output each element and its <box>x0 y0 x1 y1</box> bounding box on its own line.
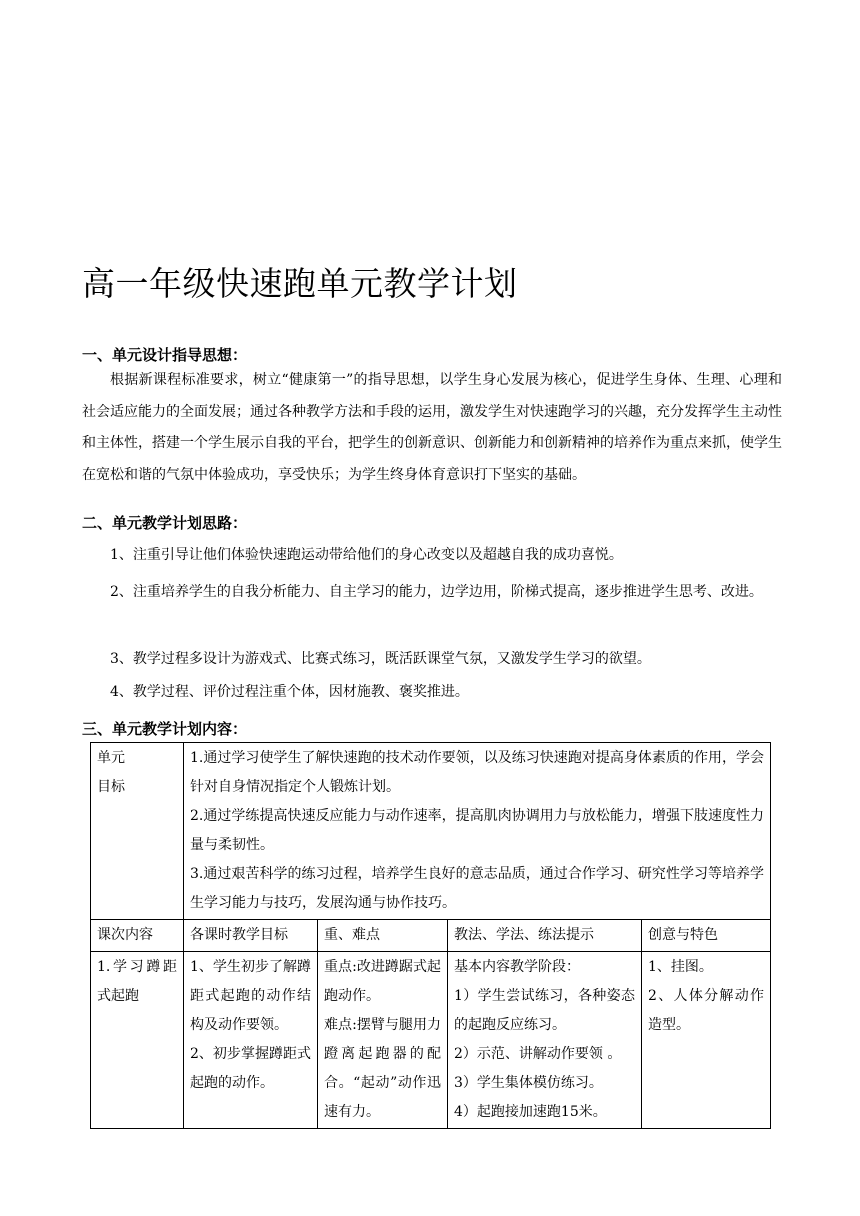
table-row <box>91 952 771 1129</box>
lesson-content-text: 1.学习蹲距式起跑 <box>97 959 177 1004</box>
approach-item-1: 1、注重引导让他们体验快速跑运动带给他们的身心改变以及超越自我的成功喜悦。 <box>110 547 623 563</box>
unit-goal-1: 1.通过学习使学生了解快速跑的技术动作要领，以及练习快速跑对提高身体素质的作用，学会针对自身情况指定个人锻炼计划。 <box>190 750 765 795</box>
header-key-points: 重、难点 <box>318 920 448 952</box>
section-heading-plan-content: 三、单元教学计划内容： <box>82 720 248 738</box>
unit-goal-label-cell <box>91 743 184 920</box>
lesson-objectives-cell <box>184 952 318 1129</box>
features-cell <box>642 952 771 1129</box>
approach-item-4: 4、教学过程、评价过程注重个体，因材施教、褒奖推进。 <box>110 684 469 700</box>
key-point: 重点:改进蹲踞式起跑动作。 <box>324 959 441 1004</box>
section-heading-guiding-idea: 一、单元设计指导思想： <box>82 346 248 364</box>
unit-goal-3: 3.通过艰苦科学的练习过程，培养学生良好的意志品质，通过合作学习、研究性学习等培养学生学习能力与技巧，发展沟通与协作技巧。 <box>190 866 765 911</box>
header-lesson-objectives: 各课时教学目标 <box>184 920 318 952</box>
method-line-1: 1）学生尝试练习，各种姿态的起跑反应练习。 <box>454 988 635 1033</box>
lesson-objective-2: 2、初步掌握蹲距式起跑的动作。 <box>190 1046 311 1091</box>
table-header-row <box>91 920 771 952</box>
feature-1: 1、挂图。 <box>648 959 713 975</box>
unit-goals-cell <box>184 743 771 920</box>
header-lesson-content: 课次内容 <box>91 920 184 952</box>
methods-cell <box>448 952 642 1129</box>
section-heading-plan-approach: 二、单元教学计划思路： <box>82 514 248 532</box>
method-line-4: 4）起跑接加速跑15米。 <box>454 1104 607 1120</box>
method-line-3: 3）学生集体模仿练习。 <box>454 1075 603 1091</box>
unit-goal-row <box>91 743 771 920</box>
approach-item-3: 3、教学过程多设计为游戏式、比赛式练习，既活跃课堂气氛，又激发学生学习的欲望。 <box>110 651 651 667</box>
document-title: 高一年级快速跑单元教学计划 <box>82 264 518 303</box>
unit-goal-label-line-1: 单元 <box>97 750 125 766</box>
unit-goal-2: 2.通过学练提高快速反应能力与动作速率，提高肌肉协调用力与放松能力，增强下肢速度性力量与柔韧性。 <box>190 808 765 853</box>
method-line-0: 基本内容教学阶段： <box>454 959 580 975</box>
guiding-idea-paragraph: 根据新课程标准要求，树立“健康第一”的指导思想，以学生身心发展为核心，促进学生身体、生理、心理和社会适应能力的全面发展；通过各种教学方法和手段的运用，激发学生对快速跑学习的兴趣，充分发挥学生主动性和主体性，搭建一个学生展示自我的平台，把学生的创新意识、创新能力和创新精神的培养作为重点来抓，使学生在宽松和谐的气氛中体验成功，享受快乐；为学生终身体育意识打下坚实的基础。 <box>82 372 782 484</box>
lesson-content-cell <box>91 952 184 1129</box>
unit-goal-label-line-2: 目标 <box>97 779 125 795</box>
lesson-objective-1: 1、学生初步了解蹲距式起跑的动作结构及动作要领。 <box>190 959 311 1033</box>
method-line-2: 2）示范、讲解动作要领 。 <box>454 1046 622 1062</box>
header-features: 创意与特色 <box>642 920 771 952</box>
unit-plan-table <box>90 742 771 1129</box>
approach-item-2: 2、注重培养学生的自我分析能力、自主学习的能力，边学边用，阶梯式提高，逐步推进学生思考、改进。 <box>110 584 763 600</box>
header-methods: 教法、学法、练法提示 <box>448 920 642 952</box>
difficult-point: 难点:摆臂与腿用力蹬离起跑器的配合。“起动”动作迅速有力。 <box>324 1017 441 1120</box>
feature-2: 2、人体分解动作造型。 <box>648 988 765 1033</box>
key-points-cell <box>318 952 448 1129</box>
